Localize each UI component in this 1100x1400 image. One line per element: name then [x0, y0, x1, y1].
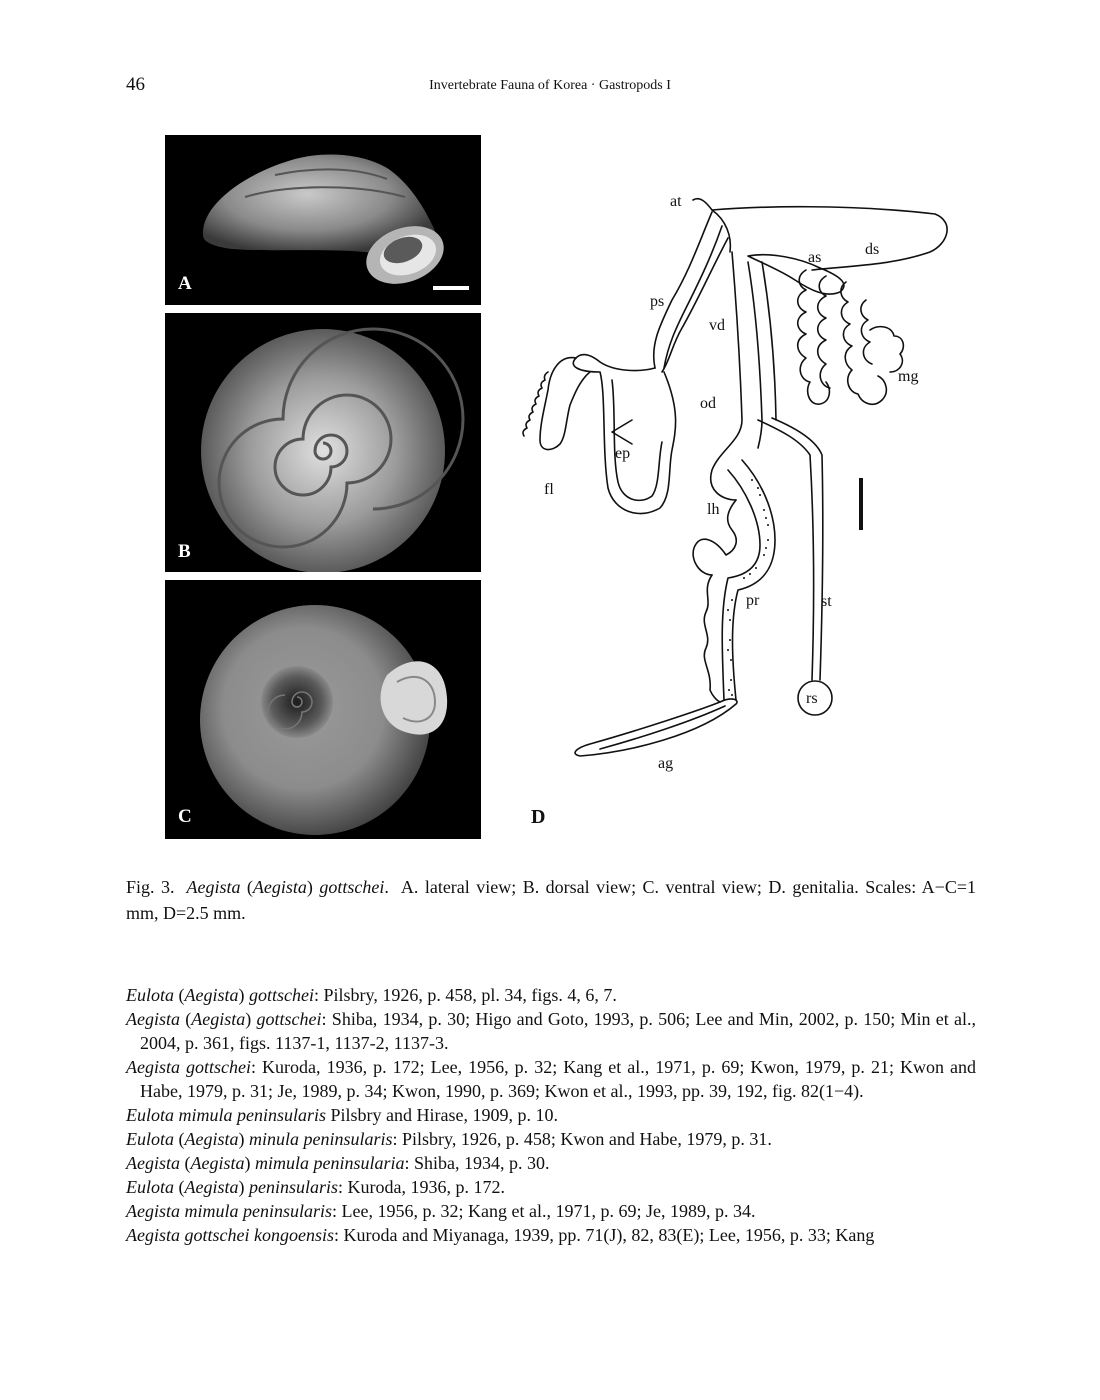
synonym-references: Lee, 1956, p. 32; Kang et al., 1971, p. 69; Je, 1989, p. 34.	[337, 1201, 756, 1221]
panel-letter-d: D	[531, 806, 546, 828]
page-number: 46	[126, 74, 145, 95]
synonymy-entry	[126, 1103, 976, 1127]
synonym-subgenus: Aegista	[191, 1009, 246, 1029]
label-ds: ds	[865, 241, 880, 258]
label-at: at	[670, 193, 682, 210]
label-ep: ep	[615, 445, 631, 462]
synonym-references: Pilsbry, 1926, p. 458, pl. 34, figs. 4, 6, 7.	[319, 985, 617, 1005]
panel-letter-a: A	[178, 273, 192, 294]
label-od: od	[700, 395, 716, 412]
synonymy-list	[126, 983, 976, 1247]
synonym-epithet: peninsularis	[249, 1177, 339, 1197]
synonym-separator: :	[392, 1129, 398, 1149]
label-vd: vd	[709, 317, 725, 334]
label-st: st	[821, 593, 832, 610]
synonym-references: Shiba, 1934, p. 30; Higo and Goto, 1993, p. 506; Lee and Min, 2002, p. 150; Min et al., 2004, p. 361, figs. 1137-1, 1137-2, 1137-3.	[140, 1009, 976, 1053]
label-ag: ag	[658, 755, 674, 772]
synonym-taxon: Aegista	[126, 1153, 180, 1173]
synonymy-entry: Eulota (Aegista) gottschei: Pilsbry, 1926, p. 458, pl. 34, figs. 4, 6, 7.	[126, 985, 617, 1005]
synonymy-entry	[126, 1223, 976, 1247]
caption-fig-label: Fig. 3.	[126, 877, 175, 897]
photo-panel-b	[165, 313, 481, 572]
synonym-separator: :	[338, 1177, 344, 1197]
synonym-separator: :	[321, 1009, 327, 1029]
figure-caption: Fig. 3. Aegista (Aegista) gottschei. A. lateral view; B. dorsal view; C. ventral view; D. genitalia. Scales: A−C=1 mm, D=2.5 mm.	[126, 877, 976, 923]
scale-bar-d	[859, 478, 863, 530]
running-head: Invertebrate Fauna of Korea · Gastropods I	[429, 78, 671, 93]
caption-genus: Aegista	[186, 877, 241, 897]
shell-ventral-image	[165, 580, 481, 839]
synonym-references: Kuroda, 1936, p. 172.	[343, 1177, 506, 1197]
scale-bar-a	[433, 286, 469, 290]
synonym-references: Shiba, 1934, p. 30.	[409, 1153, 550, 1173]
synonymy-entry: Eulota (Aegista) minula peninsularis: Pilsbry, 1926, p. 458; Kwon and Habe, 1979, p. 31.	[126, 1129, 772, 1149]
synonym-taxon: Eulota	[126, 985, 174, 1005]
synonym-references: Pilsbry and Hirase, 1909, p. 10.	[326, 1105, 558, 1125]
shell-dorsal-image	[165, 313, 481, 572]
synonym-taxon: Aegista	[126, 1009, 180, 1029]
synonym-taxon: Aegista gottschei kongoensis	[126, 1225, 334, 1245]
synonym-separator: :	[333, 1225, 339, 1245]
synonymy-entry	[126, 1055, 976, 1103]
caption-text: A. lateral view; B. dorsal view; C. ventral view; D. genitalia. Scales: A−C=1 mm, D=2.5 mm.	[126, 877, 976, 923]
synonym-taxon: Eulota	[126, 1129, 174, 1149]
synonym-separator: :	[404, 1153, 410, 1173]
synonymy-entry: Aegista (Aegista) gottschei: Shiba, 1934, p. 30; Higo and Goto, 1993, p. 506; Lee and Min, 2002, p. 150; Min et al., 2004, p. 361, figs. 1137-1, 1137-2, 1137-3.	[126, 1009, 976, 1053]
synonym-references: Kuroda, 1936, p. 172; Lee, 1956, p. 32; Kang et al., 1971, p. 69; Kwon, 1979, p. 21; Kwon and Habe, 1979, p. 31; Je, 1989, p. 34; Kwon, 1990, p. 369; Kwon et al., 1993, pp. 39, 192, fig. 82(1−4).	[140, 1057, 976, 1101]
genitalia-drawing	[520, 150, 980, 840]
synonym-epithet: gottschei	[249, 985, 314, 1005]
panel-letter-c: C	[178, 806, 192, 827]
synonym-taxon: Aegista mimula peninsularis	[126, 1201, 332, 1221]
label-ps: ps	[650, 293, 665, 310]
synonym-epithet: gottschei	[256, 1009, 322, 1029]
caption-species: gottschei	[319, 877, 385, 897]
label-lh: lh	[707, 501, 720, 518]
synonym-taxon: Eulota	[126, 1177, 174, 1197]
synonym-separator: :	[332, 1201, 338, 1221]
label-as: as	[808, 249, 822, 266]
label-mg: mg	[898, 368, 919, 385]
synonym-references: Kuroda and Miyanaga, 1939, pp. 71(J), 82, 83(E); Lee, 1956, p. 33; Kang	[338, 1225, 875, 1245]
caption-subgenus: Aegista	[252, 877, 307, 897]
synonymy-entry: Eulota (Aegista) peninsularis: Kuroda, 1936, p. 172.	[126, 1177, 506, 1197]
synonym-separator: :	[314, 985, 320, 1005]
synonymy-entry: Aegista (Aegista) mimula peninsularia: Shiba, 1934, p. 30.	[126, 1153, 550, 1173]
synonym-references: Pilsbry, 1926, p. 458; Kwon and Habe, 1979, p. 31.	[397, 1129, 772, 1149]
synonym-subgenus: Aegista	[190, 1153, 245, 1173]
synonym-subgenus: Aegista	[184, 985, 239, 1005]
synonym-taxon: Aegista gottschei	[126, 1057, 252, 1077]
panel-letter-b: B	[178, 541, 191, 562]
synonym-taxon: Eulota mimula peninsularis	[126, 1105, 327, 1125]
synonym-epithet: minula peninsularis	[249, 1129, 393, 1149]
synonym-subgenus: Aegista	[184, 1129, 239, 1149]
synonymy-entry	[126, 1199, 976, 1223]
label-pr: pr	[746, 592, 760, 609]
photo-panel-a	[165, 135, 481, 305]
shell-lateral-image	[165, 135, 481, 305]
synonym-separator: :	[251, 1057, 257, 1077]
synonym-epithet: mimula peninsularia	[255, 1153, 405, 1173]
photo-panel-c	[165, 580, 481, 839]
synonym-subgenus: Aegista	[184, 1177, 239, 1197]
label-fl: fl	[544, 481, 554, 498]
label-rs: rs	[806, 690, 818, 707]
